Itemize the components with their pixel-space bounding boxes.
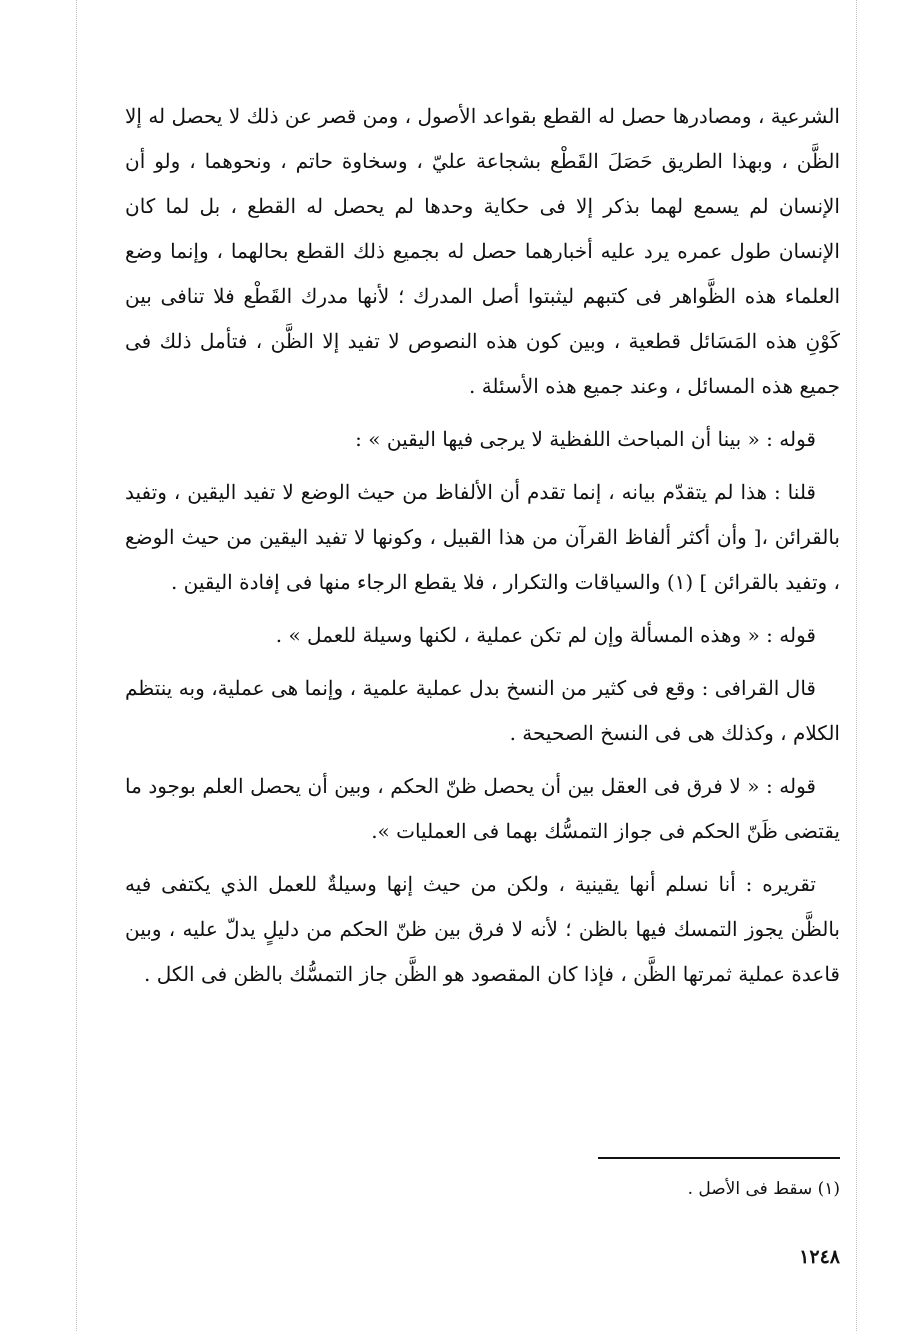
paragraph-quote-no-difference: قوله : « لا فرق فى العقل بين أن يحصل ظنّ الحكم ، وبين أن يحصل العلم بوجود ما يقتضى ظَنّ الحكم فى جواز التمسُّك بهما فى العمليات ». bbox=[125, 774, 840, 843]
left-margin-guide bbox=[76, 0, 77, 1331]
right-margin-guide bbox=[856, 0, 857, 1331]
main-text bbox=[125, 94, 840, 997]
footnote-divider bbox=[598, 1157, 840, 1159]
paragraph-commentary: الشرعية ، ومصادرها حصل له القطع بقواعد الأصول ، ومن قصر عن ذلك لا يحصل له إلا الظَّن ، وبهذا الطريق حَصَلَ القَطْع بشجاعة عليّ ، وسخاوة حاتم ، ونحوهما ، ولو أن الإنسان لم يسمع لهما بذكر إلا فى حكاية وحدها لم يحصل له القطع ، بل لما كان الإنسان طول عمره يرد عليه أخبارهما حصل له بجميع ذلك القطع بحالهما ، وإنما وضع العلماء هذه الظَّواهر فى كتبهم ليثبتوا أصل المدرك ؛ لأنها مدرك القَطْع فلا تنافى بين كَوْنِ هذه المَسَائل قطعية ، وبين كون هذه النصوص لا تفيد إلا الظَّن ، فتأمل ذلك فى جميع هذه المسائل ، وعند جميع هذه الأسئلة . bbox=[125, 104, 840, 398]
footnote: (١) سقط فى الأصل . bbox=[687, 1179, 840, 1199]
page-number: ١٢٤٨ bbox=[799, 1246, 840, 1268]
paragraph-explanation: تقريره : أنا نسلم أنها يقينية ، ولكن من حيث إنها وسيلةٌ للعمل الذي يكتفى فيه بالظَّن يجوز التمسك فيها بالظن ؛ لأنه لا فرق بين ظنّ الحكم من دليلٍ يدلّ عليه ، وبين قاعدة عملية ثمرتها الظَّن ، فإذا كان المقصود هو الظَّن جاز التمسُّك بالظن فى الكل . bbox=[125, 872, 840, 986]
paragraph-qarafi: قال القرافى : وقع فى كثير من النسخ بدل عملية علمية ، وإنما هى عملية، وبه ينتظم الكلام ، وكذلك هى فى النسخ الصحيحة . bbox=[125, 676, 840, 745]
paragraph-response: قلنا : هذا لم يتقدّم بيانه ، إنما تقدم أن الألفاظ من حيث الوضع لا تفيد اليقين ، وتفيد بالقرائن ،[ وأن أكثر ألفاظ القرآن من هذا القبيل ، وكونها لا تفيد اليقين من حيث الوضع ، وتفيد بالقرائن ] (١) والسياقات والتكرار ، فلا يقطع الرجاء منها فى إفادة اليقين . bbox=[125, 480, 840, 594]
paragraph-quote-verbal-topics: قوله : « بينا أن المباحث اللفظية لا يرجى فيها اليقين » : bbox=[355, 427, 816, 451]
paragraph-quote-issue-practical: قوله : « وهذه المسألة وإن لم تكن عملية ، لكنها وسيلة للعمل » . bbox=[275, 623, 816, 647]
